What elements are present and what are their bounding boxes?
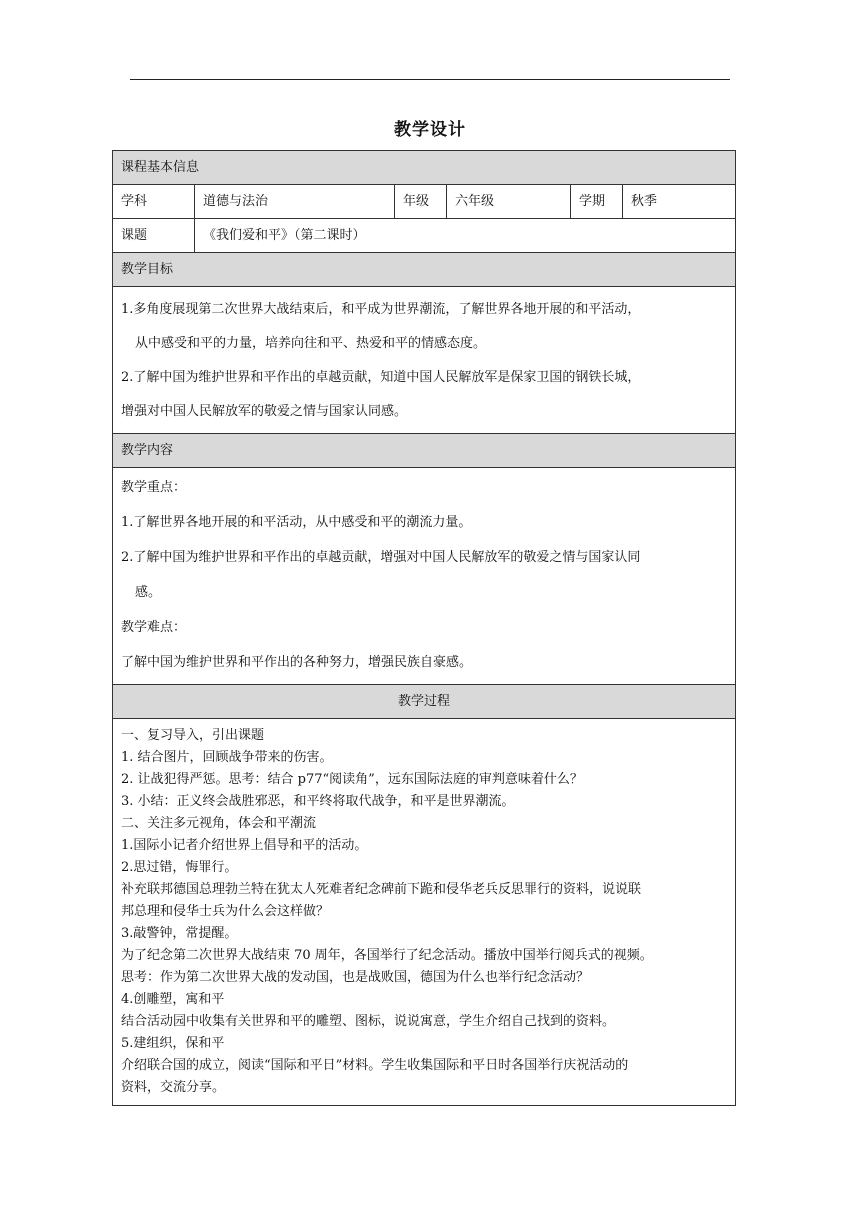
process-header: 教学过程 (113, 685, 735, 719)
subject-label: 学科 (113, 185, 195, 218)
process-line: 4.创雕塑，寓和平 (121, 992, 225, 1007)
process-line: 一、复习导入，引出课题 (121, 728, 265, 743)
process-line: 补充联邦德国总理勃兰特在犹太人死难者纪念碑前下跪和侵华老兵反思罪行的资料，说说联 (121, 882, 642, 897)
content-line: 教学重点： (121, 480, 187, 495)
goal-line: 1.多角度展现第二次世界大战结束后，和平成为世界潮流，了解世界各地开展的和平活动， (121, 302, 641, 317)
grade-label: 年级 (395, 185, 447, 218)
grade-value: 六年级 (447, 185, 571, 218)
content-line: 教学难点： (121, 620, 187, 635)
content-line: 2.了解中国为维护世界和平作出的卓越贡献，增强对中国人民解放军的敬爱之情与国家认同 (121, 550, 641, 565)
subject-grade-term-row (113, 185, 735, 219)
process-line: 资料，交流分享。 (121, 1080, 226, 1095)
goals-header: 教学目标 (113, 253, 735, 287)
process-body (113, 719, 735, 1105)
process-line: 2. 让战犯得严惩。思考：结合 p77“阅读角”，远东国际法庭的审判意味着什么？ (121, 772, 583, 787)
goal-line: 2.了解中国为维护世界和平作出的卓越贡献，知道中国人民解放军是保家卫国的钢铁长城， (121, 370, 641, 385)
process-line: 3. 小结：正义终会战胜邪恶，和平终将取代战争，和平是世界潮流。 (121, 794, 515, 809)
goals-body (113, 287, 735, 434)
content-body (113, 468, 735, 685)
process-line: 1.国际小记者介绍世界上倡导和平的活动。 (121, 838, 368, 853)
process-line: 二、关注多元视角，体会和平潮流 (121, 816, 317, 831)
goal-line: 增强对中国人民解放军的敬爱之情与国家认同感。 (121, 404, 408, 419)
content-header: 教学内容 (113, 434, 735, 468)
content-line: 感。 (135, 585, 162, 600)
process-line: 2.思过错，悔罪行。 (121, 860, 238, 875)
process-line: 结合活动园中收集有关世界和平的雕塑、图标，说说寓意，学生介绍自己找到的资料。 (121, 1014, 616, 1029)
goal-line: 从中感受和平的力量，培养向往和平、热爱和平的情感态度。 (135, 336, 487, 351)
content-line: 1.了解世界各地开展的和平活动，从中感受和平的潮流力量。 (121, 515, 472, 530)
lesson-plan-table (112, 150, 736, 1106)
topic-row (113, 219, 735, 253)
process-line: 邦总理和侵华士兵为什么会这样做？ (121, 904, 330, 919)
term-label: 学期 (571, 185, 623, 218)
process-line: 5.建组织，保和平 (121, 1036, 225, 1051)
process-line: 为了纪念第二次世界大战结束 70 周年，各国举行了纪念活动。播放中国举行阅兵式的视频。 (121, 948, 653, 963)
process-line: 思考：作为第二次世界大战的发动国，也是战败国，德国为什么也举行纪念活动？ (121, 970, 590, 985)
header-rule (130, 79, 730, 80)
content-line: 了解中国为维护世界和平作出的各种努力，增强民族自豪感。 (121, 655, 473, 670)
basic-info-header: 课程基本信息 (113, 151, 735, 185)
process-line: 介绍联合国的成立，阅读“国际和平日”材料。学生收集国际和平日时各国举行庆祝活动的 (121, 1058, 629, 1073)
term-value: 秋季 (631, 194, 658, 209)
subject-value: 道德与法治 (195, 185, 395, 218)
process-line: 1. 结合图片，回顾战争带来的伤害。 (121, 750, 333, 765)
process-line: 3.敲警钟，常提醒。 (121, 926, 238, 941)
topic-value: 《我们爱和平》（第二课时） (203, 228, 366, 243)
topic-label: 课题 (113, 219, 195, 252)
document-title: 教学设计 (394, 120, 466, 140)
